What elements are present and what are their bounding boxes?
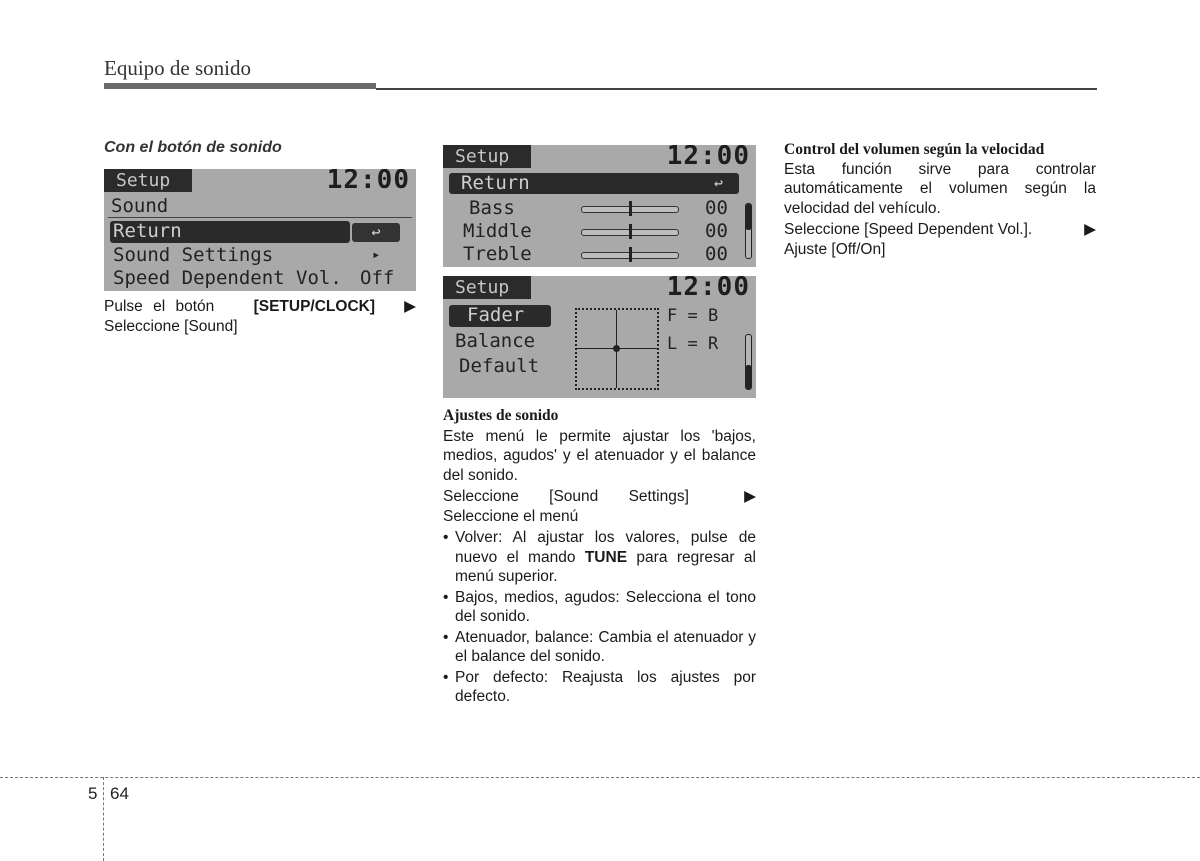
lcd-sound-screen bbox=[104, 169, 416, 291]
back-icon: ↩ bbox=[713, 174, 723, 192]
arrow-right-icon: ▶ bbox=[744, 488, 756, 505]
middle-bullet-list bbox=[443, 528, 756, 707]
bullet-1-bold: TUNE bbox=[584, 548, 628, 566]
lcd-item-default[interactable]: Default bbox=[459, 355, 540, 377]
caption-line-1 bbox=[104, 297, 416, 317]
lcd-clock: 12:00 bbox=[666, 145, 750, 171]
footer-dashed-rule bbox=[0, 777, 1200, 778]
header-rule-thin bbox=[376, 88, 1097, 90]
eq-label-middle: Middle bbox=[463, 220, 532, 242]
right-select-rest: Ajuste [Off/On] bbox=[784, 240, 886, 258]
scrollbar-thumb[interactable] bbox=[746, 365, 751, 389]
treble-slider-knob[interactable] bbox=[629, 247, 632, 262]
right-select bbox=[784, 220, 1096, 259]
lcd-clock: 12:00 bbox=[326, 169, 410, 195]
middle-select-line bbox=[443, 487, 756, 526]
eq-scrollbar[interactable] bbox=[745, 203, 752, 259]
eq-value-middle: 00 bbox=[705, 220, 728, 242]
caption-pre: Pulse el botón bbox=[104, 298, 225, 315]
middle-heading: Ajustes de sonido bbox=[443, 407, 559, 424]
header-rule-thick bbox=[104, 83, 376, 89]
bullet-1-post: para regresar al menú superior. bbox=[455, 548, 756, 585]
fader-scrollbar[interactable] bbox=[745, 334, 752, 390]
select-pre: Seleccione [Sound Settings] bbox=[443, 488, 720, 505]
lcd-row-return-label: Return bbox=[461, 172, 530, 194]
eq-label-treble: Treble bbox=[463, 243, 532, 265]
lcd-clock: 12:00 bbox=[666, 276, 750, 302]
lcd-value-off: Off bbox=[360, 267, 395, 289]
bass-slider-knob[interactable] bbox=[629, 201, 632, 216]
chevron-right-icon: ▸ bbox=[372, 247, 381, 263]
lcd-tab-setup: Setup bbox=[104, 169, 192, 192]
fader-position-dot[interactable] bbox=[613, 345, 620, 352]
lcd-title-bar bbox=[443, 145, 756, 171]
lcd-fader-screen bbox=[443, 276, 756, 398]
lcd-row-return-label: Return bbox=[113, 220, 182, 242]
bullet-atenuador: • Atenuador, balance: Cambia el atenuador y el balance del sonido. bbox=[443, 628, 756, 667]
caption-line-2: Seleccione [Sound] bbox=[104, 317, 238, 335]
lcd-row-sound-settings[interactable]: Sound Settings bbox=[113, 244, 274, 266]
lcd-menu-title: Sound bbox=[111, 195, 169, 217]
eq-label-bass: Bass bbox=[469, 197, 515, 219]
bullet-bajos: • Bajos, medios, agudos: Selecciona el tono del sonido. bbox=[443, 588, 756, 627]
lcd-tab-setup: Setup bbox=[443, 276, 531, 299]
lcd-row-speed-dependent[interactable]: Speed Dependent Vol. bbox=[113, 267, 342, 289]
right-heading: Control del volumen según la velocidad bbox=[784, 141, 1045, 158]
lcd-item-fader[interactable] bbox=[449, 305, 551, 327]
select-rest: Seleccione el menú bbox=[443, 507, 579, 525]
middle-intro: Este menú le permite ajustar los 'bajos, medios, agudos' y el atenuador y el balance del sonido. bbox=[443, 427, 756, 484]
section-title: Equipo de sonido bbox=[104, 56, 251, 80]
middle-text bbox=[443, 406, 756, 708]
lcd-item-balance[interactable]: Balance bbox=[455, 330, 536, 352]
caption-bold: [SETUP/CLOCK] bbox=[253, 298, 376, 315]
arrow-right-icon: ▶ bbox=[1084, 221, 1096, 238]
left-caption bbox=[104, 297, 416, 336]
right-select-line-1 bbox=[784, 220, 1096, 240]
lcd-title-bar bbox=[104, 169, 416, 195]
eq-value-bass: 00 bbox=[705, 197, 728, 219]
eq-value-treble: 00 bbox=[705, 243, 728, 265]
right-body: Esta función sirve para controlar automáticamente el volumen según la velocidad del vehículo. bbox=[784, 160, 1096, 217]
bullet-volver bbox=[443, 528, 756, 587]
fader-value: F = B bbox=[667, 306, 719, 326]
select-line-1 bbox=[443, 487, 756, 507]
back-button[interactable]: ↩ bbox=[352, 223, 400, 242]
footer-dashed-divider bbox=[103, 777, 104, 861]
scrollbar-thumb[interactable] bbox=[746, 204, 751, 230]
lcd-divider bbox=[108, 217, 412, 218]
arrow-right-icon: ▶ bbox=[404, 298, 416, 315]
lcd-row-return[interactable] bbox=[110, 221, 350, 243]
middle-slider-knob[interactable] bbox=[629, 224, 632, 239]
lcd-row-return[interactable] bbox=[449, 173, 739, 194]
right-text bbox=[784, 140, 1096, 259]
lcd-eq-screen bbox=[443, 145, 756, 267]
bullet-defecto: • Por defecto: Reajusta los ajustes por defecto. bbox=[443, 668, 756, 707]
right-select-pre: Seleccione [Speed Dependent Vol.]. bbox=[784, 221, 1037, 238]
page-number: 64 bbox=[110, 784, 129, 803]
lcd-tab-setup: Setup bbox=[443, 145, 531, 168]
balance-value: L = R bbox=[667, 334, 719, 354]
lcd-title-bar bbox=[443, 276, 756, 302]
bullet-1-pre: Volver: Al ajustar los valores, pulse de nuevo el mando bbox=[455, 529, 756, 566]
chapter-number: 5 bbox=[88, 784, 98, 803]
left-heading: Con el botón de sonido bbox=[104, 139, 282, 156]
lcd-item-fader-label: Fader bbox=[467, 304, 525, 326]
